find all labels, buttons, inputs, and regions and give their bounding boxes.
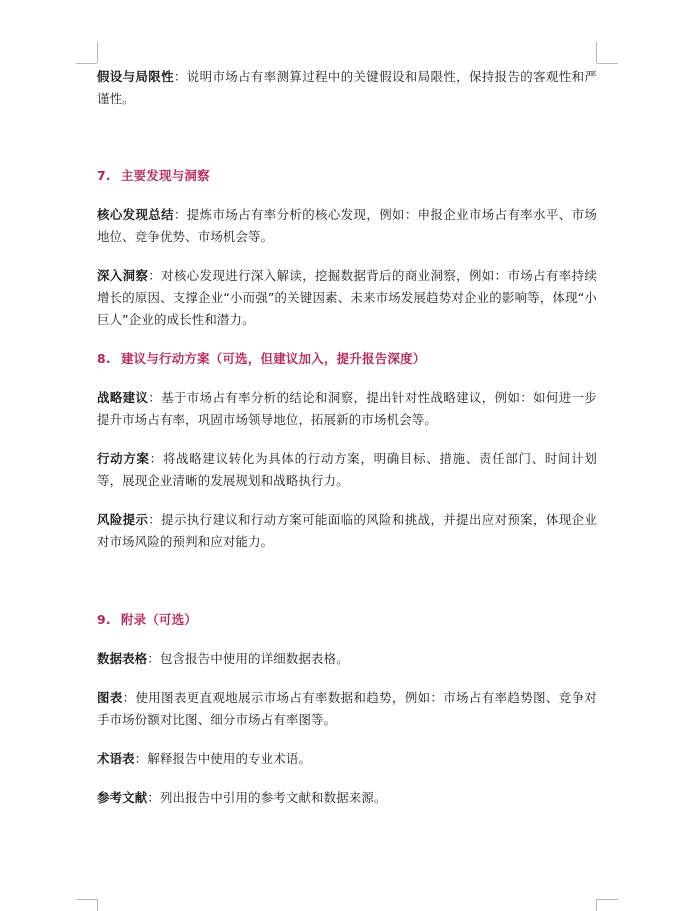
paragraph-core-findings: [97, 204, 597, 248]
paragraph-text: ：解释报告中使用的专业术语。: [134, 751, 312, 766]
crop-mark-top-left-v: [97, 42, 98, 63]
paragraph-text: ：提炼市场占有率分析的核心发现，例如：申报企业市场占有率水平、市场地位、竞争优势、市场机会等。: [97, 207, 597, 244]
term-label: 深入洞察: [97, 268, 149, 283]
term-label: 参考文献: [97, 790, 148, 805]
paragraph-strategy-advice: [97, 387, 597, 431]
section-heading-appendix: [97, 609, 597, 631]
section-number: 9.: [97, 612, 111, 627]
paragraph-text: ：对核心发现进行深入解读，挖掘数据背后的商业洞察，例如：市场占有率持续增长的原因、支撑企业“小而强”的关键因素、未来市场发展趋势对企业的影响等，体现“小巨人”企业的成长性和潜力。: [97, 268, 597, 327]
crop-mark-bottom-left-v: [97, 899, 98, 911]
crop-mark-bottom-left-h: [76, 899, 97, 900]
crop-mark-bottom-right-h: [597, 899, 618, 900]
term-label: 图表: [97, 690, 123, 705]
section-title: 建议与行动方案（可选，但建议加入，提升报告深度）: [120, 351, 426, 366]
paragraph-deep-insights: [97, 265, 597, 331]
paragraph-text: ：使用图表更直观地展示市场占有率数据和趋势，例如：市场占有率趋势图、竞争对手市场份额对比图、细分市场占有率图等。: [97, 690, 597, 727]
paragraph-assumptions: [97, 66, 597, 110]
term-label: 核心发现总结: [97, 207, 174, 222]
paragraph-text: ：提示执行建议和行动方案可能面临的风险和挑战，并提出应对预案，体现企业对市场风险的预判和应对能力。: [97, 512, 597, 549]
term-label: 风险提示: [97, 512, 149, 527]
crop-mark-top-right-h: [597, 63, 618, 64]
section-number: 8.: [97, 351, 111, 366]
term-label: 数据表格: [97, 651, 148, 666]
crop-mark-top-right-v: [596, 42, 597, 63]
term-label: 战略建议: [97, 390, 149, 405]
term-label: 假设与局限性: [97, 69, 174, 84]
paragraph-glossary: [97, 748, 597, 770]
paragraph-text: ：将战略建议转化为具体的行动方案，明确目标、措施、责任部门、时间计划等，展现企业清晰的发展规划和战略执行力。: [97, 451, 597, 488]
section-heading-findings: [97, 165, 597, 187]
crop-mark-top-left-h: [76, 63, 97, 64]
paragraph-text: ：包含报告中使用的详细数据表格。: [147, 651, 349, 666]
section-title: 主要发现与洞察: [120, 168, 210, 183]
term-label: 行动方案: [97, 451, 150, 466]
paragraph-text: ：列出报告中引用的参考文献和数据来源。: [147, 790, 387, 805]
section-heading-recommendations: [97, 348, 597, 370]
section-number: 7.: [97, 168, 111, 183]
paragraph-text: ：说明市场占有率测算过程中的关键假设和局限性，保持报告的客观性和严谨性。: [97, 69, 597, 106]
section-title: 附录（可选）: [120, 612, 198, 627]
paragraph-references: [97, 787, 597, 809]
term-label: 术语表: [97, 751, 135, 766]
crop-mark-bottom-right-v: [596, 899, 597, 911]
paragraph-risk-warning: [97, 509, 597, 553]
paragraph-text: ：基于市场占有率分析的结论和洞察，提出针对性战略建议，例如：如何进一步提升市场占有率，巩固市场领导地位，拓展新的市场机会等。: [97, 390, 597, 427]
paragraph-action-plan: [97, 448, 597, 492]
paragraph-data-tables: [97, 648, 597, 670]
paragraph-charts: [97, 687, 597, 731]
